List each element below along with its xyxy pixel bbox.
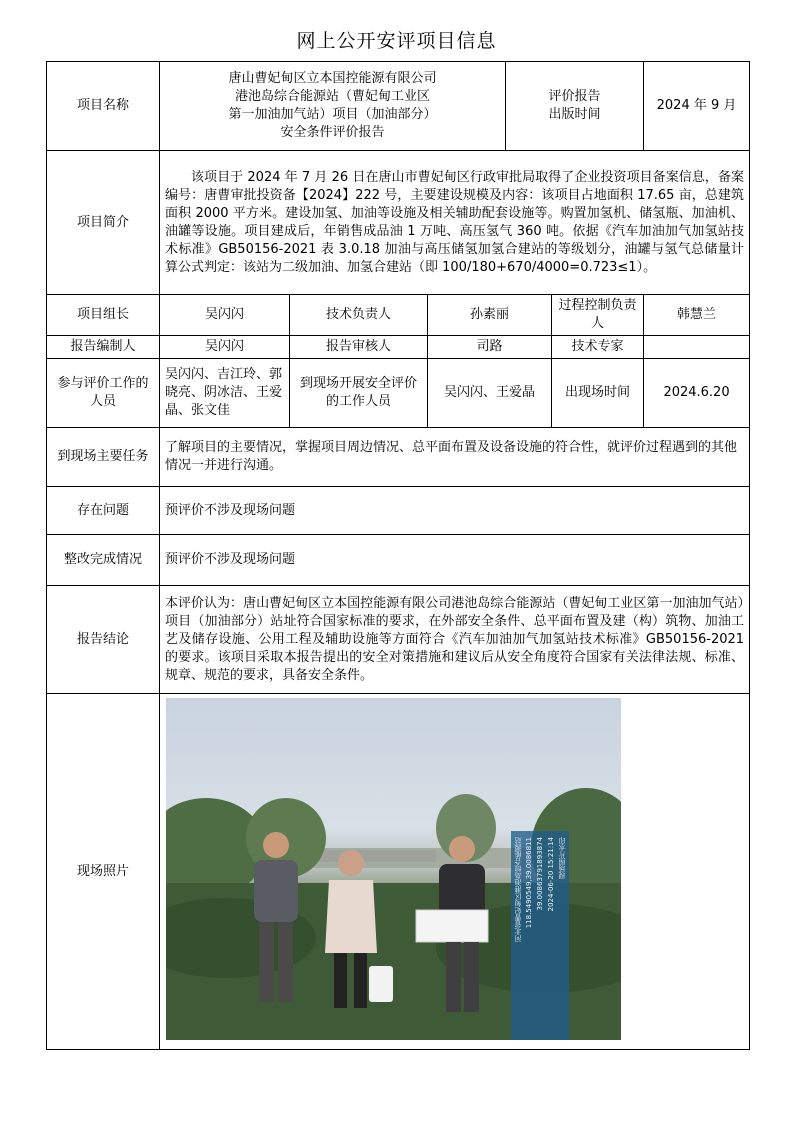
watermark-panel	[511, 831, 569, 1040]
publish-time-value: 2024 年 9 月	[644, 62, 750, 151]
process-control-value: 韩慧兰	[644, 295, 750, 336]
rectification-text: 预评价不涉及现场问题	[160, 535, 750, 586]
project-name-value	[160, 62, 506, 151]
participants-value: 吴闪闪、吉江玲、郭晓亮、阴冰洁、王爱晶、张文佳	[160, 359, 290, 428]
conclusion-label: 报告结论	[47, 586, 160, 694]
project-intro-text: 该项目于 2024 年 7 月 26 日在唐山市曹妃甸区行政审批局取得了企业投资项目备案信息，备案编号：唐曹审批投资备【2024】222 号，主要建设规模及内容：该项目占地面积 17.65 亩，总建筑面积 2000 平方米。建设加氢、加油等设施及相关辅助配套设施等。购置加氢机、储氢瓶、加油机、油罐等设施。项目建成后，年销售成品油 1 万吨、高压氢气 360 吨。依据《汽车加油加气加氢站技术标准》GB50156-2021 表 3.0.18 加油与高压储氢加氢合建站的等级划分，油罐与氢气总储量计算公式判定：该站为二级加油、加氢合建站（即 100/180+670/4000=0.723≤1）。	[160, 151, 750, 295]
expert-label: 技术专家	[552, 336, 644, 359]
site-time-label: 出现场时间	[552, 359, 644, 428]
watermark-line: 39.00863791893874	[536, 837, 544, 911]
site-photo	[166, 698, 621, 1040]
rectification-label: 整改完成情况	[47, 535, 160, 586]
issues-label: 存在问题	[47, 487, 160, 535]
tech-lead-label: 技术负责人	[290, 295, 428, 336]
site-staff-value: 吴闪闪、王爱晶	[428, 359, 552, 428]
photo-label: 现场照片	[47, 694, 160, 1050]
tech-lead-value: 孙素丽	[428, 295, 552, 336]
watermark-line: 现场照片水印	[558, 837, 566, 879]
author-label: 报告编制人	[47, 336, 160, 359]
site-time-value: 2024.6.20	[644, 359, 750, 428]
site-task-text: 了解项目的主要情况，掌握项目周边情况、总平面布置及设备设施的符合性，就评价过程遇到的其他情况一并进行沟通。	[160, 428, 750, 487]
leader-value: 吴闪闪	[160, 295, 290, 336]
process-control-label: 过程控制负责人	[552, 295, 644, 336]
project-intro-label: 项目简介	[47, 151, 160, 295]
reviewer-value: 司路	[428, 336, 552, 359]
project-name-line: 唐山曹妃甸区立本国控能源有限公司	[228, 71, 437, 86]
site-staff-label: 到现场开展安全评价的工作人员	[290, 359, 428, 428]
site-task-label: 到现场主要任务	[47, 428, 160, 487]
publish-time-label-line2: 出版时间	[548, 107, 601, 122]
project-name-line: 第一加油加气站）项目（加油部分）	[228, 107, 437, 122]
expert-value	[644, 336, 750, 359]
conclusion-text: 本评价认为：唐山曹妃甸区立本国控能源有限公司港池岛综合能源站（曹妃甸工业区第一加油加气站）项目（加油部分）站址符合国家标准的要求，在外部安全条件、总平面布置及建（构）筑物、加油工艺及储存设施、公用工程及辅助设施等方面符合《汽车加油加气加氢站技术标准》GB50156-2021 的要求。该项目采取本报告提出的安全对策措施和建议后从安全角度符合国家有关法律法规、标准、规章、规范的要求，具备安全条件。	[160, 586, 750, 694]
publish-time-label	[506, 62, 644, 151]
project-name-line: 港池岛综合能源站（曹妃甸工业区	[235, 89, 431, 104]
project-name-line: 安全条件评价报告	[280, 125, 385, 140]
publish-time-label-line1: 评价报告	[548, 89, 601, 104]
watermark-line: 2024-06-20 15:21:14	[547, 837, 555, 912]
watermark-line: 118.5490549,39.0086811	[525, 837, 533, 929]
author-value: 吴闪闪	[160, 336, 290, 359]
reviewer-label: 报告审核人	[290, 336, 428, 359]
participants-label: 参与评价工作的人员	[47, 359, 160, 428]
project-name-label: 项目名称	[47, 62, 160, 151]
leader-label: 项目组长	[47, 295, 160, 336]
distant-buildings	[316, 850, 436, 862]
photo-cell	[160, 694, 750, 1050]
issues-text: 预评价不涉及现场问题	[160, 487, 750, 535]
project-info-table	[46, 61, 750, 1050]
page-title: 网上公开安评项目信息	[296, 30, 497, 52]
watermark-line: 河北省曹妃甸区港池岛综合能源站	[514, 837, 522, 942]
